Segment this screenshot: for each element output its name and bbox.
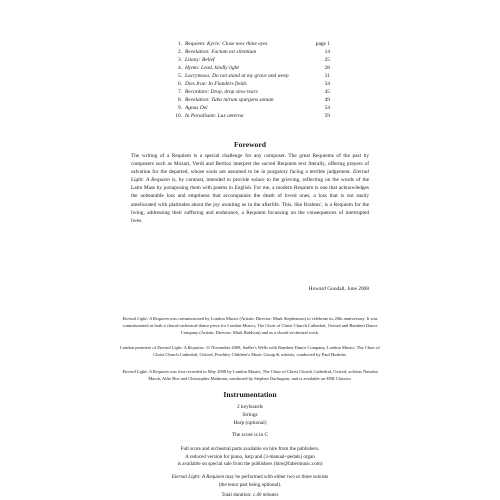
score-key-note: The score is in C <box>231 432 269 438</box>
premiere-text: : 11 November 2008, Sadler's Wells with Rambert Dance Company, London Musici, The Choir of Christ Church Cathedral, Oxford, Finchley Children's Music Group & soloists, conducted by Paul Hoskins. <box>153 345 380 357</box>
soloists-line: (the tenor part being optional). <box>218 481 282 488</box>
contents-movement: Agnus Dei <box>185 104 208 111</box>
contents-movement: Dies Irae: <box>185 80 208 87</box>
foreword-text-b: is, by contrast, intended to provide solace to the grieving, reflecting on the words of the Latin Mass by juxtaposing them with poems in English. For me, a modern Requiem is one that acknowledges the unbearable loss and emptiness that accompanies the death of loved ones, a loss that is not easily ameliorated with platitudes about the joy awaiting us in the afterlife. This, like Brahms', is a Requiem for the living, addressing their suffering and endurance, a Requiem focussing on the consequences of interrupted lives. <box>131 177 369 224</box>
contents-list <box>172 41 330 121</box>
contents-number: 6. <box>177 80 182 87</box>
contents-page-number: 14 <box>324 48 330 55</box>
contents-row <box>172 97 330 105</box>
contents-page-number: 54 <box>324 104 330 111</box>
foreword-work-title: Eternal Light: A Requiem <box>131 169 369 184</box>
contents-number: 7. <box>177 88 182 95</box>
contents-title <box>185 49 308 57</box>
contents-movement: Requiem: <box>185 41 206 47</box>
foreword-text-a: The writing of a Requiem is a special challenge for any composer. The great Requiems of the past by composers such as Mozart, Verdi and Berlioz interpret the sacred Requiem text literally, offering prayers of salvation for the departed, whose souls are assumed to be in purgatory facing a terrible judgement. <box>131 153 369 176</box>
contents-subtitle: Lux aeterna <box>217 112 244 119</box>
contents-subtitle: Do not stand at my grave and weep <box>212 72 289 79</box>
contents-title <box>185 105 308 113</box>
contents-page-number: 49 <box>324 96 330 103</box>
soloists-line <box>0 474 500 482</box>
contents-number: 1. <box>177 41 182 47</box>
contents-title <box>185 65 308 73</box>
contents-page-number: page 1 <box>315 41 330 47</box>
recording-text: was first recorded in May 2008 by London Musici, The Choir of Christ Church Cathedral, Oxford, soloists Natasha Marsh, Alfie Boe and Christopher Maltman, conducted by Stephen Darlington, and is available on EMI Classics. <box>148 369 378 381</box>
contents-number: 9. <box>177 104 182 111</box>
contents-subtitle: Belief <box>201 56 215 63</box>
contents-subtitle: Factum est silentium <box>211 48 257 55</box>
contents-row <box>172 65 330 73</box>
contents-page-number: 45 <box>324 88 330 95</box>
contents-page-number: 25 <box>324 56 330 63</box>
soloists-note <box>0 474 500 489</box>
contents-movement: Litany: <box>185 56 201 63</box>
contents-number: 3. <box>177 56 182 63</box>
commission-text: was commissioned by London Musici (Artistic Director: Mark Stephenson) to celebrate its 20th anniversary. It was commissioned as both a choral-orchestral-dance piece for London Musici, The Choir of Christ Church Cathedral, Oxford and Rambert Dance Company (Artistic Director: Mark Baldwin) and as a choral-orchestral work. <box>122 316 378 335</box>
foreword-body <box>131 152 369 225</box>
contents-row <box>172 73 330 81</box>
soloists-work-title: Eternal Light: A Requiem <box>171 474 225 480</box>
contents-page-number: 31 <box>324 72 330 79</box>
contents-row <box>172 41 330 49</box>
foreword-signature: Howard Goodall, June 2008 <box>308 286 369 292</box>
contents-number: 10. <box>175 112 182 119</box>
contents-title <box>185 41 308 49</box>
commission-work-title: Eternal Light: A Requiem <box>122 316 169 321</box>
contents-title <box>185 89 308 97</box>
parts-line: Full score and orchestral parts available on hire from the publishers. <box>180 446 320 452</box>
parts-availability-note <box>0 446 500 469</box>
premiere-lead: London premiere of <box>120 345 158 350</box>
contents-page-number: 34 <box>324 80 330 87</box>
instrument-item: Harp (optional) <box>233 420 267 427</box>
contents-row <box>172 57 330 65</box>
contents-number: 8. <box>177 96 182 103</box>
premiere-work-title: Eternal Light: A Requiem <box>157 345 204 350</box>
contents-subtitle: In Flanders fields <box>208 80 247 87</box>
contents-subtitle: Lead, kindly light <box>201 64 239 71</box>
contents-title <box>185 81 308 89</box>
contents-title <box>185 57 308 65</box>
contents-subtitle: Tuba mirum spargens sonum <box>211 96 274 103</box>
contents-number: 4. <box>177 64 182 71</box>
contents-number: 2. <box>177 48 182 55</box>
parts-line: A reduced version for piano, harp and (3-manual+pedals) organ <box>185 453 315 460</box>
contents-title <box>185 73 308 81</box>
contents-movement: Hymn: <box>185 64 200 71</box>
instrument-item: Strings <box>242 412 258 419</box>
contents-row <box>172 81 330 89</box>
contents-movement: Recordare: <box>185 88 210 95</box>
soloists-text: may be performed with either two or three soloists <box>224 474 329 480</box>
premiere-note <box>120 345 380 359</box>
contents-page-number: 28 <box>324 64 330 71</box>
contents-movement: Lacrymosa: <box>185 72 211 79</box>
parts-line: is available on special sale from the publishers (hire@fabermusic.com) <box>177 461 323 467</box>
contents-subtitle: Kyrie: Close now thine eyes <box>207 41 268 47</box>
contents-movement: Revelation: <box>185 96 210 103</box>
contents-row <box>172 89 330 97</box>
duration-label: Total duration: <box>221 492 253 498</box>
recording-note <box>120 369 380 383</box>
total-duration <box>0 492 500 498</box>
contents-page-number: 59 <box>324 112 330 119</box>
commission-note <box>120 316 380 337</box>
foreword-heading: Foreword <box>234 140 266 149</box>
contents-number: 5. <box>177 72 182 79</box>
contents-subtitle: Drop, drop slow tears <box>210 88 258 95</box>
contents-movement: In Paradisum: <box>185 112 217 119</box>
contents-row <box>172 49 330 57</box>
contents-row <box>172 113 330 121</box>
contents-title <box>185 113 308 121</box>
contents-row <box>172 105 330 113</box>
instrument-list <box>0 403 500 427</box>
instrumentation-heading: Instrumentation <box>223 390 277 399</box>
recording-work-title: Eternal Light: A Requiem <box>122 369 169 374</box>
contents-movement: Revelation: <box>185 48 210 55</box>
instrument-item: 2 keyboards <box>237 404 263 410</box>
contents-title <box>185 97 308 105</box>
duration-value: c.40 minutes <box>252 492 279 498</box>
